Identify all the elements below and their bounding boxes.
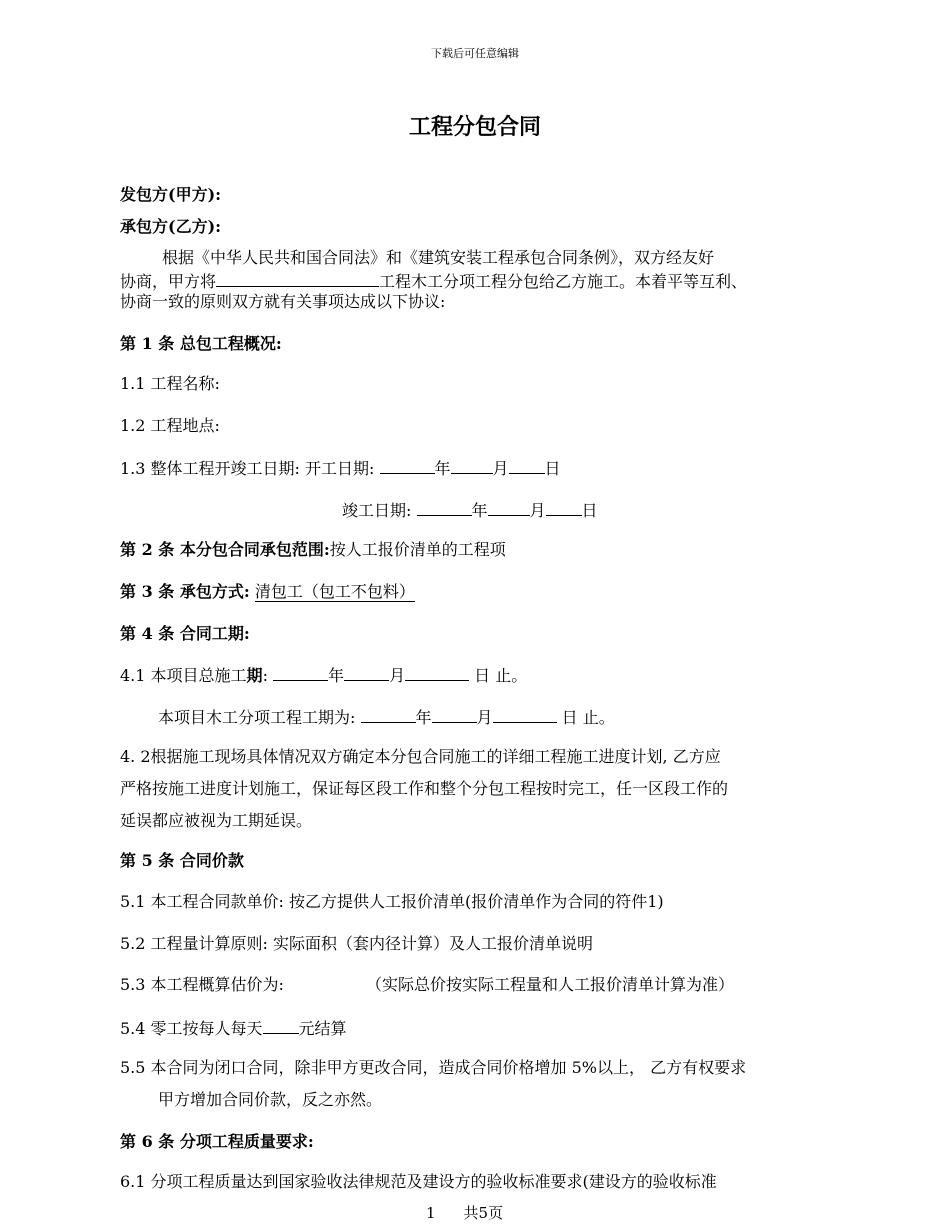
article-2-heading: 第 2 条 本分包合同承包范围:: [120, 540, 330, 559]
total-day-blank: [405, 664, 469, 681]
page-header: 下载后可任意编辑: [431, 47, 519, 60]
start-date-label: 1.3 整体工程开竣工日期: 开工日期:: [120, 459, 375, 478]
page-number: 1: [426, 1204, 436, 1222]
total-end-label: 日 止。: [474, 666, 528, 685]
year-label: 年: [415, 708, 432, 727]
end-month-blank: [488, 499, 530, 516]
clause-5-3-note: （实际总价按实际工程量和人工报价清单计算为准）: [365, 975, 734, 994]
colon: :: [262, 666, 268, 685]
clause-5-4-label: 5.4 零工按每人每天: [120, 1019, 263, 1038]
total-month-blank: [344, 664, 389, 681]
article-3: [120, 582, 415, 602]
page-total: 共5页: [463, 1204, 504, 1222]
intro-line-1: 根据《中华人民共和国合同法》和《建筑安装工程承包合同条例》，双方经友好: [162, 248, 715, 267]
total-duration: [120, 664, 527, 686]
clause-4-2-line-1: 4. 2根据施工现场具体情况双方确定本分包合同施工的详细工程施工进度计划, 乙方应: [120, 747, 721, 766]
end-date-label: 竣工日期:: [342, 501, 412, 520]
project-name: 1.1 工程名称:: [120, 374, 220, 393]
day-label: 日: [544, 459, 561, 478]
clause-5-3-label: 5.3 本工程概算估价为:: [120, 975, 284, 994]
end-year-blank: [417, 499, 472, 516]
carp-day-blank: [493, 706, 557, 723]
clause-5-4-unit: 元结算: [298, 1019, 347, 1038]
article-6-heading: 第 6 条 分项工程质量要求:: [120, 1132, 314, 1151]
article-4-heading: 第 4 条 合同工期:: [120, 624, 250, 643]
carpentry-duration: [158, 706, 615, 728]
start-day-blank: [509, 457, 545, 474]
clause-5-1: 5.1 本工程合同款单价: 按乙方提供人工报价清单(报价清单作为合同的符件1): [120, 892, 664, 911]
intro-line-2: [120, 270, 747, 292]
end-day-blank: [546, 499, 582, 516]
clause-6-1: 6.1 分项工程质量达到国家验收法律规范及建设方的验收标准要求(建设方的验收标准: [120, 1172, 717, 1191]
article-5-heading: 第 5 条 合同价款: [120, 851, 244, 870]
clause-5-2: 5.2 工程量计算原则: 实际面积（套内径计算）及人工报价清单说明: [120, 934, 594, 953]
start-year-blank: [380, 457, 435, 474]
month-label: 月: [529, 501, 546, 520]
party-contractor: 承包方(乙方):: [120, 217, 222, 236]
carpentry-duration-label: 本项目木工分项工程工期为:: [158, 708, 356, 727]
party-employer: 发包方(甲方):: [120, 185, 222, 204]
year-label: 年: [471, 501, 488, 520]
year-label: 年: [434, 459, 451, 478]
start-date: [120, 457, 561, 479]
month-label: 月: [492, 459, 509, 478]
article-3-text: 清包工（包工不包料）: [254, 582, 415, 601]
clause-4-2-line-2: 严格按施工进度计划施工，保证每区段工作和整个分包工程按时完工，任一区段工作的: [120, 779, 729, 798]
project-blank: [216, 270, 379, 287]
end-date: [342, 499, 598, 521]
article-2: [120, 540, 506, 560]
month-label: 月: [389, 666, 406, 685]
intro-line-2-b: 工程木工分项工程分包给乙方施工。本着平等互利、: [379, 272, 748, 291]
carp-end-label: 日 止。: [561, 708, 615, 727]
article-2-text: 按人工报价清单的工程项: [329, 540, 506, 559]
document-title: 工程分包合同: [408, 114, 541, 140]
page-footer: [426, 1203, 503, 1223]
year-label: 年: [328, 666, 345, 685]
start-month-blank: [451, 457, 493, 474]
intro-line-3: 协商一致的原则双方就有关事项达成以下协议:: [120, 292, 446, 311]
article-3-heading: 第 3 条 承包方式:: [120, 582, 250, 601]
intro-line-2-a: 协商，甲方将: [120, 272, 217, 291]
daily-rate-blank: [263, 1017, 299, 1034]
clause-5-3: [120, 975, 734, 995]
total-year-blank: [273, 664, 328, 681]
project-location: 1.2 工程地点:: [120, 416, 220, 435]
clause-5-4: [120, 1017, 347, 1039]
clause-5-5-line-2: 甲方增加合同价款，反之亦然。: [158, 1090, 383, 1109]
day-label: 日: [581, 501, 598, 520]
total-duration-label: 4.1 本项目总施工: [120, 666, 247, 685]
clause-4-2-line-3: 延误都应被视为工期延误。: [120, 811, 313, 830]
clause-5-5-line-1: 5.5 本合同为闭口合同，除非甲方更改合同，造成合同价格增加 5%以上， 乙方有权要求: [120, 1058, 747, 1077]
article-1-heading: 第 1 条 总包工程概况:: [120, 334, 282, 353]
carp-month-blank: [432, 706, 477, 723]
period-char: 期: [246, 666, 263, 685]
month-label: 月: [476, 708, 493, 727]
carp-year-blank: [361, 706, 416, 723]
